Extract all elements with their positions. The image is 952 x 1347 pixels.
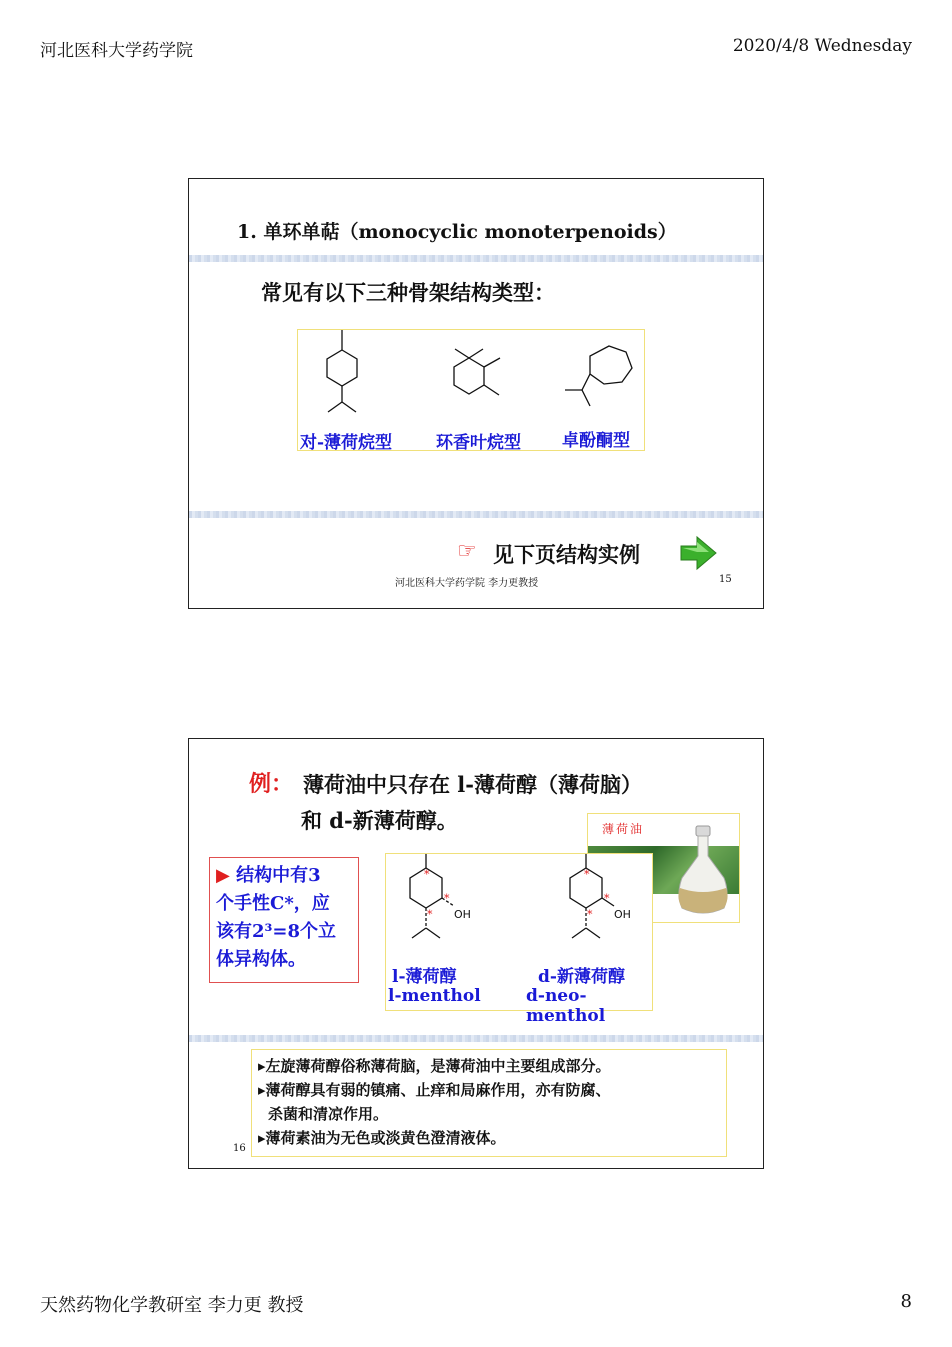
note-line: ▸薄荷醇具有弱的镇痛、止痒和局麻作用，亦有防腐、 [258, 1081, 611, 1099]
chiral-star: * [427, 908, 433, 921]
d-neomenthol-structure [386, 854, 387, 855]
note-line: ▸薄荷素油为无色或淡黄色澄清液体。 [258, 1129, 506, 1147]
marker-icon: ▶ [216, 865, 230, 886]
slide-footer-text: 河北医科大学药学院 李力更教授 [395, 578, 539, 589]
menthol-english-name: l-menthol [388, 986, 481, 1006]
oil-flask-image [674, 824, 734, 920]
chiral-note-line-1: 结构中有3 [236, 865, 321, 886]
next-slide-note: 见下页结构实例 [493, 542, 640, 567]
slide-title: 1. 单环单萜（monocyclic monoterpenoids） [237, 221, 677, 243]
hand-pointer-icon: ☞ [457, 539, 477, 564]
slide-15 [188, 178, 764, 609]
page-number: 8 [900, 1291, 912, 1312]
skeleton-types-box [297, 329, 645, 451]
chiral-note-box [209, 857, 359, 983]
type-label-tropolone: 卓酚酮型 [562, 431, 630, 451]
decorative-band-top [189, 255, 763, 262]
photo-label: 薄荷油 [602, 822, 645, 836]
page-footer-left: 天然药物化学教研室 李力更 教授 [40, 1295, 304, 1316]
slide-16 [188, 738, 764, 1169]
chiral-star: * [424, 868, 430, 881]
chiral-star: * [584, 868, 590, 881]
menthol-chinese-name: l-薄荷醇 [392, 967, 457, 987]
type-label-p-menthane: 对-薄荷烷型 [300, 433, 393, 453]
neomenthol-english-name: d-neo-menthol [526, 986, 606, 1026]
example-line-2: 和 d-新薄荷醇。 [301, 808, 458, 833]
chiral-note-line-2: 个手性C*，应 [216, 893, 330, 914]
next-arrow-icon[interactable] [679, 535, 719, 571]
example-line-1: 薄荷油中只存在 l-薄荷醇（薄荷脑） [303, 772, 643, 797]
slide-subtitle: 常见有以下三种骨架结构类型： [261, 280, 555, 305]
note-line: ▸左旋薄荷醇俗称薄荷脑，是薄荷油中主要组成部分。 [258, 1057, 611, 1075]
oh-label: OH [614, 908, 631, 921]
decorative-band-bottom [189, 511, 763, 518]
note-line: 杀菌和清凉作用。 [268, 1105, 389, 1123]
page-header-right: 2020/4/8 Wednesday [732, 36, 912, 56]
slide-number: 16 [233, 1143, 246, 1154]
slide-number: 15 [719, 574, 732, 585]
type-label-cyclogeraniolane: 环香叶烷型 [436, 433, 521, 453]
chiral-star: * [444, 892, 450, 905]
chiral-star: * [604, 892, 610, 905]
notes-box [251, 1049, 727, 1157]
oh-label: OH [454, 908, 471, 921]
neomenthol-chinese-name: d-新薄荷醇 [538, 967, 625, 987]
tropolone-structure [298, 330, 299, 331]
menthol-structures-box [385, 853, 653, 1026]
decorative-band [189, 1035, 763, 1042]
example-label: 例： [249, 771, 294, 797]
chiral-note-line-4: 体异构体。 [216, 949, 306, 970]
chiral-note-line-3: 该有2³=8个立 [216, 921, 337, 942]
page-header-left: 河北医科大学药学院 [40, 41, 193, 61]
chiral-star: * [587, 908, 593, 921]
